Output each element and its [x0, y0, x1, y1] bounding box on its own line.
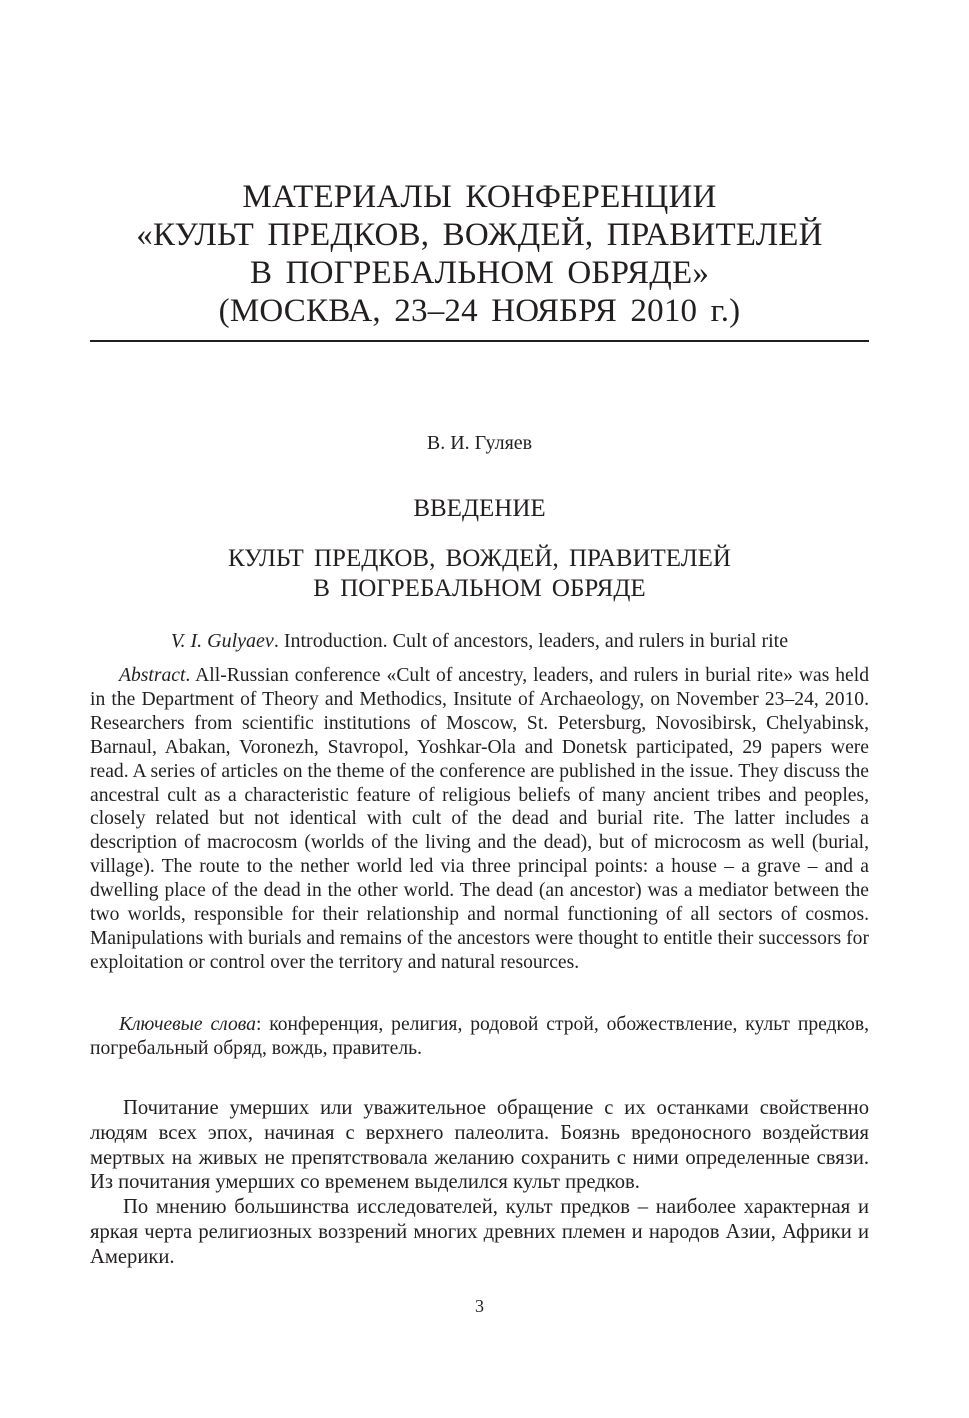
section-header	[90, 178, 869, 330]
body-paragraph: По мнению большинства исследователей, культ предков – наиболее характерная и яркая черта религиозных воззрений многих древних племен и народов Азии, Африки и Америки.	[90, 1196, 869, 1268]
page-number: 3	[475, 1296, 484, 1316]
article-title-line: В ПОГРЕБАЛЬНОМ ОБРЯДЕ	[313, 575, 646, 602]
keywords-label: Ключевые слова	[119, 1014, 256, 1035]
article-kicker: ВВЕДЕНИЕ	[413, 495, 546, 522]
abstract-label: Abstract	[119, 665, 186, 686]
body-paragraph: Почитание умерших или уважительное обращение с их останками свойственно людям всех эпох, начиная с верхнего палеолита. Боязнь вредоносного воздействия мертвых на живых не препятствовала желанию сохранить с ними определенные связи. Из почитания умерших со временем выделился культ предков.	[90, 1097, 869, 1194]
abstract-text: . All-Russian conference «Cult of ancestry, leaders, and rulers in burial rite» was held in the Department of Theory and Methodics, Insitute of Archaeology, on November 23–24, 2010. Researchers from scientific institutions of Moscow, St. Petersburg, Novosibirsk, Chelyabinsk, Barnaul, Abakan, Voronezh, Stavropol, Yoshkar-Ola and Donetsk participated, 29 papers were read. A series of articles on the theme of the conference are published in the issue. They discuss the ancestral cult as a characteristic feature of religious beliefs of many ancient tribes and peoples, closely related but not identical with cult of the dead and burial rite. The latter includes a description of macrocosm (worlds of the living and the dead), but of microcosm as well (burial, village). The route to the nether world led via three principal points: a house – a grave – and a dwelling place of the dead in the other world. The dead (an ancestor) was a mediator between the two worlds, responsible for their relationship and normal functioning of all sectors of cosmos. Manipulations with burials and remains of the ancestors were thought to entitle their successors for exploitation or control over the territory and natural resources.	[90, 665, 869, 973]
section-header-line: (МОСКВА, 23–24 НОЯБРЯ 2010 г.)	[218, 293, 741, 329]
english-title	[90, 628, 869, 654]
article-author: В. И. Гуляев	[426, 432, 533, 454]
english-title-text: . Introduction. Cult of ancestors, leaders, and rulers in burial rite	[273, 630, 789, 652]
body-text	[90, 1096, 869, 1270]
keywords-text: : конференция, религия, родовой строй, обожествление, культ предков, погребальный обряд, вождь, правитель.	[90, 1014, 869, 1059]
section-header-line: В ПОГРЕБАЛЬНОМ ОБРЯДЕ»	[249, 255, 710, 291]
article-title-line: КУЛЬТ ПРЕДКОВ, ВОЖДЕЙ, ПРАВИТЕЛЕЙ	[228, 545, 731, 572]
english-title-author: V. I. Gulyaev	[170, 630, 274, 652]
article-title	[90, 544, 869, 604]
section-header-line: МАТЕРИАЛЫ КОНФЕРЕНЦИИ	[242, 179, 717, 215]
keywords	[90, 1013, 869, 1061]
section-header-line: «КУЛЬТ ПРЕДКОВ, ВОЖДЕЙ, ПРАВИТЕЛЕЙ	[136, 217, 823, 253]
section-header-rule	[90, 340, 869, 342]
abstract	[90, 664, 869, 975]
